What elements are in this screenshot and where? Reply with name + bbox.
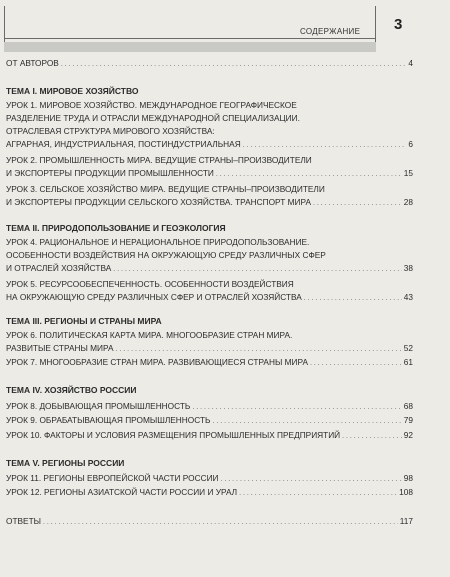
toc-entry-page: 38 xyxy=(403,263,413,273)
lesson-line: УРОК 10. ФАКТОРЫ И УСЛОВИЯ РАЗМЕЩЕНИЯ ПРОМЫШЛЕННЫХ ПРЕДПРИЯТИЙ xyxy=(6,430,341,440)
toc-entry-page: 98 xyxy=(403,473,413,483)
leader-dots xyxy=(113,263,402,275)
toc-entry-page: 52 xyxy=(403,343,413,353)
lesson-line[interactable]: УРОК 1. МИРОВОЕ ХОЗЯЙСТВО. МЕЖДУНАРОДНОЕ ГЕОГРАФИЧЕСКОЕ xyxy=(6,100,297,110)
toc-entry-page: 28 xyxy=(403,197,413,207)
page-number: 3 xyxy=(394,16,403,33)
leader-dots xyxy=(43,516,398,528)
header-bar xyxy=(4,42,376,52)
toc-entry-page: 43 xyxy=(403,292,413,302)
leader-dots xyxy=(116,343,402,355)
toc-entry-page: 68 xyxy=(403,401,413,411)
header-title: СОДЕРЖАНИЕ xyxy=(300,27,361,36)
toc-entry-lesson-1[interactable] xyxy=(6,139,413,151)
lesson-line[interactable]: УРОК 3. СЕЛЬСКОЕ ХОЗЯЙСТВО МИРА. ВЕДУЩИЕ СТРАНЫ–ПРОИЗВОДИТЕЛИ xyxy=(6,184,325,194)
toc-entry-page: 61 xyxy=(403,357,413,367)
theme-heading: ТЕМА IV. ХОЗЯЙСТВО РОССИИ xyxy=(6,385,137,395)
lesson-line: АГРАРНАЯ, ИНДУСТРИАЛЬНАЯ, ПОСТИНДУСТРИАЛЬНАЯ xyxy=(6,139,241,149)
toc-entry-answers[interactable] xyxy=(6,516,413,528)
leader-dots xyxy=(239,487,397,499)
leader-dots xyxy=(310,357,402,369)
toc-entry-page: 117 xyxy=(399,516,413,526)
leader-dots xyxy=(212,415,401,427)
toc-entry-page: 79 xyxy=(403,415,413,425)
lesson-line[interactable]: УРОК 6. ПОЛИТИЧЕСКАЯ КАРТА МИРА. МНОГООБРАЗИЕ СТРАН МИРА. xyxy=(6,330,293,340)
toc-entry-lesson-10[interactable] xyxy=(6,430,413,442)
lesson-line[interactable]: РАЗДЕЛЕНИЕ ТРУДА И ОТРАСЛИ МЕЖДУНАРОДНОЙ СПЕЦИАЛИЗАЦИИ. xyxy=(6,113,300,123)
toc-entry-page: 108 xyxy=(399,487,413,497)
leader-dots xyxy=(221,473,402,485)
lesson-line: И ЭКСПОРТЕРЫ ПРОДУКЦИИ ПРОМЫШЛЕННОСТИ xyxy=(6,168,214,178)
toc-entry-page: 15 xyxy=(403,168,413,178)
toc-entry-text: ОТВЕТЫ xyxy=(6,516,42,526)
lesson-line[interactable]: ОТРАСЛЕВАЯ СТРУКТУРА МИРОВОГО ХОЗЯЙСТВА: xyxy=(6,126,215,136)
lesson-line[interactable]: УРОК 2. ПРОМЫШЛЕННОСТЬ МИРА. ВЕДУЩИЕ СТРАНЫ–ПРОИЗВОДИТЕЛИ xyxy=(6,155,312,165)
toc-entry-lesson-6[interactable] xyxy=(6,343,413,355)
lesson-line[interactable]: ОСОБЕННОСТИ ВОЗДЕЙСТВИЯ НА ОКРУЖАЮЩУЮ СРЕДУ РАЗЛИЧНЫХ СФЕР xyxy=(6,250,326,260)
toc-entry-page: 92 xyxy=(403,430,413,440)
lesson-line: УРОК 12. РЕГИОНЫ АЗИАТСКОЙ ЧАСТИ РОССИИ И УРАЛ xyxy=(6,487,238,497)
toc-entry-lesson-2[interactable] xyxy=(6,168,413,180)
lesson-line: УРОК 8. ДОБЫВАЮЩАЯ ПРОМЫШЛЕННОСТЬ xyxy=(6,401,191,411)
toc-entry-text: ОТ АВТОРОВ xyxy=(6,58,59,68)
leader-dots xyxy=(243,139,407,151)
toc-entry-intro[interactable] xyxy=(6,58,413,70)
leader-dots xyxy=(313,197,402,209)
leader-dots xyxy=(61,58,407,70)
lesson-line: УРОК 9. ОБРАБАТЫВАЮЩАЯ ПРОМЫШЛЕННОСТЬ xyxy=(6,415,211,425)
lesson-line: РАЗВИТЫЕ СТРАНЫ МИРА xyxy=(6,343,114,353)
toc-entry-lesson-4[interactable] xyxy=(6,263,413,275)
leader-dots xyxy=(192,401,401,413)
lesson-line: УРОК 11. РЕГИОНЫ ЕВРОПЕЙСКОЙ ЧАСТИ РОССИИ xyxy=(6,473,219,483)
lesson-line: И ЭКСПОРТЕРЫ ПРОДУКЦИИ СЕЛЬСКОГО ХОЗЯЙСТВА. ТРАНСПОРТ МИРА xyxy=(6,197,311,207)
lesson-line: И ОТРАСЛЕЙ ХОЗЯЙСТВА xyxy=(6,263,112,273)
lesson-line[interactable]: УРОК 5. РЕСУРСООБЕСПЕЧЕННОСТЬ. ОСОБЕННОСТИ ВОЗДЕЙСТВИЯ xyxy=(6,279,294,289)
lesson-line: УРОК 7. МНОГООБРАЗИЕ СТРАН МИРА. РАЗВИВАЮЩИЕСЯ СТРАНЫ МИРА xyxy=(6,357,308,367)
toc-entry-page: 4 xyxy=(408,58,413,68)
theme-heading: ТЕМА I. МИРОВОЕ ХОЗЯЙСТВО xyxy=(6,86,139,96)
lesson-line[interactable]: УРОК 4. РАЦИОНАЛЬНОЕ И НЕРАЦИОНАЛЬНОЕ ПРИРОДОПОЛЬЗОВАНИЕ. xyxy=(6,237,310,247)
toc-entry-lesson-7[interactable] xyxy=(6,357,413,369)
toc-entry-page: 6 xyxy=(408,139,413,149)
header-rule xyxy=(4,38,376,39)
toc-entry-lesson-9[interactable] xyxy=(6,415,413,427)
leader-dots xyxy=(216,168,402,180)
toc-entry-lesson-8[interactable] xyxy=(6,401,413,413)
toc-entry-lesson-11[interactable] xyxy=(6,473,413,485)
theme-heading: ТЕМА II. ПРИРОДОПОЛЬЗОВАНИЕ И ГЕОЭКОЛОГИЯ xyxy=(6,223,226,233)
toc-entry-lesson-12[interactable] xyxy=(6,487,413,499)
lesson-line: НА ОКРУЖАЮЩУЮ СРЕДУ РАЗЛИЧНЫХ СФЕР И ОТРАСЛЕЙ ХОЗЯЙСТВА xyxy=(6,292,302,302)
toc-entry-lesson-3[interactable] xyxy=(6,197,413,209)
theme-heading: ТЕМА III. РЕГИОНЫ И СТРАНЫ МИРА xyxy=(6,316,162,326)
theme-heading: ТЕМА V. РЕГИОНЫ РОССИИ xyxy=(6,458,125,468)
leader-dots xyxy=(342,430,402,442)
toc-entry-lesson-5[interactable] xyxy=(6,292,413,304)
leader-dots xyxy=(304,292,402,304)
